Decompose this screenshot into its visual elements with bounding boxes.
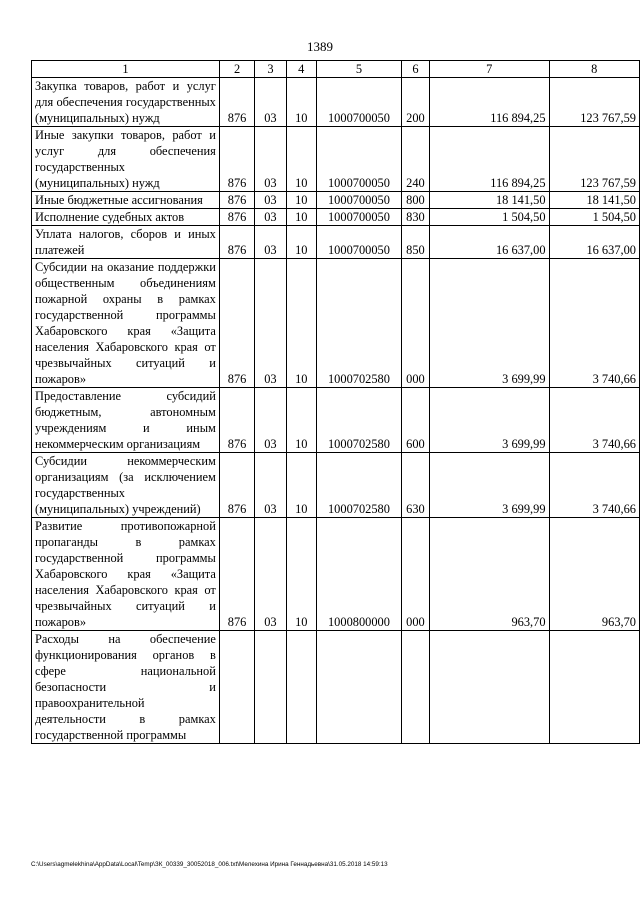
expense-type-code: 240 xyxy=(402,127,430,192)
expense-type-code: 000 xyxy=(402,518,430,631)
table-row xyxy=(32,631,640,744)
amount-col-8: 123 767,59 xyxy=(549,78,639,127)
row-name: Предоставление субсидий бюджетным, автономным учреждениям и иным некоммерческим организациям xyxy=(32,388,220,453)
expense-type-code: 200 xyxy=(402,78,430,127)
amount-col-7 xyxy=(429,631,549,744)
amount-col-7: 3 699,99 xyxy=(429,259,549,388)
target-article-code: 1000800000 xyxy=(316,518,401,631)
row-name: Субсидии на оказание поддержки общественным объединениям пожарной охраны в рамках государственной программы Хабаровского края «Защита населения Хабаровского края от чрезвычайных ситуаций и пожаров» xyxy=(32,259,220,388)
file-path-footer: C:\Users\agmelekhina\AppData\Local\Temp\ЗК_00339_30052018_006.txt\Мелехина Ирина Геннадьевна\31.05.2018 14:59:13 xyxy=(31,861,388,868)
column-header: 4 xyxy=(286,61,316,78)
section-code: 03 xyxy=(255,192,286,209)
ministry-code: 876 xyxy=(219,192,254,209)
subsection-code: 10 xyxy=(286,518,316,631)
ministry-code: 876 xyxy=(219,388,254,453)
subsection-code: 10 xyxy=(286,226,316,259)
ministry-code xyxy=(219,631,254,744)
amount-col-8: 16 637,00 xyxy=(549,226,639,259)
table-row xyxy=(32,453,640,518)
page-number: 1389 xyxy=(307,39,333,54)
section-code xyxy=(255,631,286,744)
ministry-code: 876 xyxy=(219,226,254,259)
amount-col-8: 123 767,59 xyxy=(549,127,639,192)
expense-type-code xyxy=(402,631,430,744)
row-name: Субсидии некоммерческим организациям (за исключением государственных (муниципальных) учреждений) xyxy=(32,453,220,518)
target-article-code: 1000702580 xyxy=(316,453,401,518)
row-name: Иные бюджетные ассигнования xyxy=(32,192,220,209)
amount-col-8: 3 740,66 xyxy=(549,453,639,518)
target-article-code xyxy=(316,631,401,744)
budget-table xyxy=(31,60,640,744)
section-code: 03 xyxy=(255,453,286,518)
section-code: 03 xyxy=(255,259,286,388)
amount-col-7: 1 504,50 xyxy=(429,209,549,226)
subsection-code xyxy=(286,631,316,744)
column-header: 1 xyxy=(32,61,220,78)
table-header-row xyxy=(32,61,640,78)
section-code: 03 xyxy=(255,388,286,453)
ministry-code: 876 xyxy=(219,209,254,226)
section-code: 03 xyxy=(255,518,286,631)
amount-col-8 xyxy=(549,631,639,744)
expense-type-code: 800 xyxy=(402,192,430,209)
target-article-code: 1000700050 xyxy=(316,192,401,209)
amount-col-8: 1 504,50 xyxy=(549,209,639,226)
expense-type-code: 600 xyxy=(402,388,430,453)
table-row xyxy=(32,209,640,226)
column-header: 5 xyxy=(316,61,401,78)
table-row xyxy=(32,226,640,259)
row-name: Расходы на обеспечение функционирования органов в сфере национальной безопасности и правоохранительной деятельности в рамках государственной программы xyxy=(32,631,220,744)
table-row xyxy=(32,78,640,127)
row-name: Уплата налогов, сборов и иных платежей xyxy=(32,226,220,259)
section-code: 03 xyxy=(255,226,286,259)
amount-col-7: 16 637,00 xyxy=(429,226,549,259)
amount-col-7: 3 699,99 xyxy=(429,388,549,453)
table-row xyxy=(32,388,640,453)
expense-type-code: 000 xyxy=(402,259,430,388)
section-code: 03 xyxy=(255,78,286,127)
amount-col-8: 3 740,66 xyxy=(549,259,639,388)
amount-col-7: 18 141,50 xyxy=(429,192,549,209)
ministry-code: 876 xyxy=(219,518,254,631)
ministry-code: 876 xyxy=(219,259,254,388)
target-article-code: 1000702580 xyxy=(316,388,401,453)
section-code: 03 xyxy=(255,127,286,192)
column-header: 2 xyxy=(219,61,254,78)
amount-col-7: 116 894,25 xyxy=(429,127,549,192)
subsection-code: 10 xyxy=(286,388,316,453)
row-name: Развитие противопожарной пропаганды в рамках государственной программы Хабаровского края «Защита населения Хабаровского края от чрезвычайных ситуаций и пожаров» xyxy=(32,518,220,631)
subsection-code: 10 xyxy=(286,453,316,518)
row-name: Иные закупки товаров, работ и услуг для обеспечения государственных (муниципальных) нужд xyxy=(32,127,220,192)
column-header: 3 xyxy=(255,61,286,78)
column-header: 7 xyxy=(429,61,549,78)
section-code: 03 xyxy=(255,209,286,226)
amount-col-7: 963,70 xyxy=(429,518,549,631)
target-article-code: 1000700050 xyxy=(316,127,401,192)
table-row xyxy=(32,192,640,209)
expense-type-code: 850 xyxy=(402,226,430,259)
target-article-code: 1000700050 xyxy=(316,209,401,226)
table-row xyxy=(32,259,640,388)
expense-type-code: 630 xyxy=(402,453,430,518)
subsection-code: 10 xyxy=(286,209,316,226)
table-row xyxy=(32,518,640,631)
subsection-code: 10 xyxy=(286,259,316,388)
ministry-code: 876 xyxy=(219,453,254,518)
subsection-code: 10 xyxy=(286,78,316,127)
subsection-code: 10 xyxy=(286,192,316,209)
target-article-code: 1000702580 xyxy=(316,259,401,388)
target-article-code: 1000700050 xyxy=(316,226,401,259)
row-name: Закупка товаров, работ и услуг для обеспечения государственных (муниципальных) нужд xyxy=(32,78,220,127)
column-header: 6 xyxy=(402,61,430,78)
ministry-code: 876 xyxy=(219,127,254,192)
expense-type-code: 830 xyxy=(402,209,430,226)
target-article-code: 1000700050 xyxy=(316,78,401,127)
row-name: Исполнение судебных актов xyxy=(32,209,220,226)
subsection-code: 10 xyxy=(286,127,316,192)
amount-col-7: 116 894,25 xyxy=(429,78,549,127)
ministry-code: 876 xyxy=(219,78,254,127)
column-header: 8 xyxy=(549,61,639,78)
amount-col-8: 3 740,66 xyxy=(549,388,639,453)
amount-col-7: 3 699,99 xyxy=(429,453,549,518)
amount-col-8: 963,70 xyxy=(549,518,639,631)
amount-col-8: 18 141,50 xyxy=(549,192,639,209)
table-row xyxy=(32,127,640,192)
